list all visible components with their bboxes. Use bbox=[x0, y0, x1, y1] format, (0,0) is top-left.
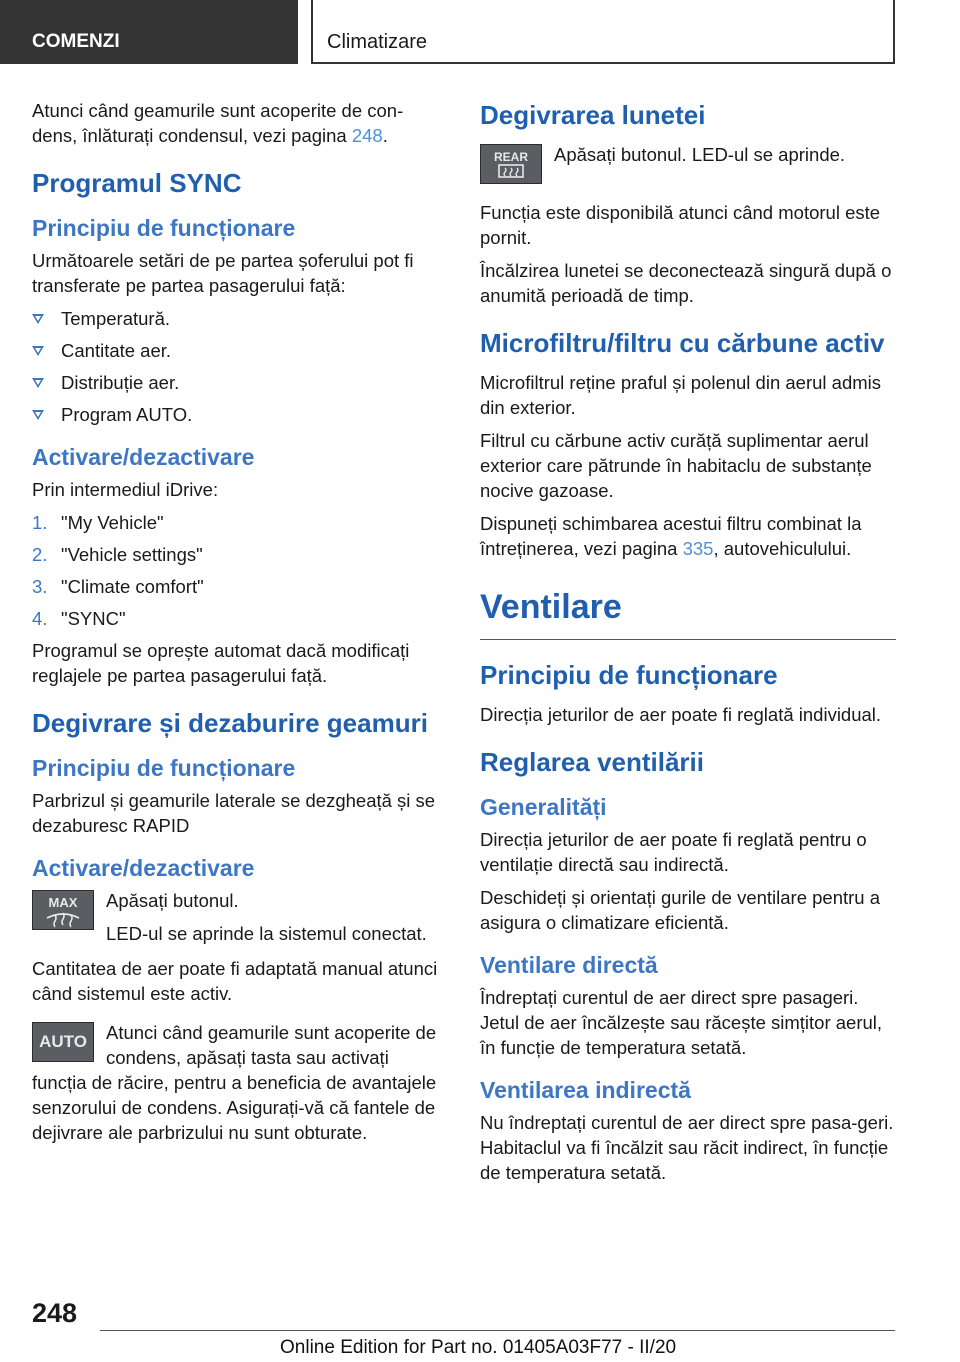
filter-text-3: Dispuneți schimbarea acestui filtru combinat la întreținerea, vezi pagina 335, autovehiculului. bbox=[480, 513, 862, 559]
general-text-1: Direcția jeturilor de aer poate fi reglată pentru o ventilație directă sau indirectă. bbox=[480, 829, 867, 875]
intro-text-end: . bbox=[382, 125, 388, 146]
adjust-heading: Reglarea ventilării bbox=[480, 747, 704, 777]
list-item: Cantitate aer. bbox=[32, 338, 448, 363]
general-heading: Generalități bbox=[480, 794, 607, 820]
svg-text:MAX: MAX bbox=[48, 895, 78, 910]
list-item: Program AUTO. bbox=[32, 402, 448, 427]
rear-text-1: Funcția este disponibilă atunci când motorul este pornit. bbox=[480, 202, 881, 248]
rear-defrost-row bbox=[480, 142, 896, 192]
direct-heading: Ventilare directă bbox=[480, 952, 658, 978]
intro-paragraph bbox=[32, 98, 448, 148]
defrost-principle-heading: Principiu de funcționare bbox=[32, 755, 296, 781]
filter-heading: Microfiltru/filtru cu cărbune activ bbox=[480, 328, 885, 358]
vent-principle-text: Direcția jeturilor de aer poate fi reglată individual. bbox=[480, 704, 882, 725]
defrost-heading: Degivrare și dezaburire geamuri bbox=[32, 708, 428, 738]
page-link-248[interactable]: 248 bbox=[351, 125, 383, 146]
edition-text: Online Edition for Part no. 01405A03F77 - II/20 bbox=[280, 1337, 677, 1358]
section-tab: COMENZI bbox=[0, 0, 298, 64]
footer-divider bbox=[100, 1330, 895, 1331]
direct-text: Îndreptați curentul de aer direct spre pasageri. Jetul de aer încălzește sau răcește simțitor aerul, în funcție de temperatura setată. bbox=[480, 987, 883, 1058]
auto-row bbox=[32, 1020, 448, 1145]
list-item: 1. "My Vehicle" bbox=[32, 512, 164, 533]
sync-stop-text: Programul se oprește automat dacă modificați reglajele pe partea pasagerului față. bbox=[32, 640, 410, 686]
auto-button-icon: AUTO bbox=[32, 1022, 94, 1062]
filter-text-2: Filtrul cu cărbune activ curăță suplimentar aerul exterior care pătrunde în habitaclu de substanțe nocive gazoase. bbox=[480, 430, 872, 501]
sync-activate-heading: Activare/dezactivare bbox=[32, 444, 255, 470]
triangle-bullet-icon bbox=[32, 346, 44, 356]
sync-principle-heading: Principiu de funcționare bbox=[32, 215, 296, 241]
list-item: 2. "Vehicle settings" bbox=[32, 544, 203, 565]
indirect-text: Nu îndreptați curentul de aer direct spre pasa‐geri. Habitaclul va fi încălzit sau răcit indirect, în funcție de temperatura setată. bbox=[480, 1112, 894, 1183]
page-header bbox=[0, 0, 960, 66]
max-defrost-row bbox=[32, 888, 448, 946]
chapter-title: Climatizare bbox=[311, 0, 895, 64]
rear-text-2: Încălzirea lunetei se deconectează singură după o anumită perioadă de timp. bbox=[480, 260, 892, 306]
sync-principle-text: Următoarele setări de pe partea șoferului pot fi transferate pe partea pasagerului față: bbox=[32, 250, 414, 296]
list-item: Distribuție aer. bbox=[32, 370, 448, 395]
max-defrost-button-icon bbox=[32, 890, 94, 930]
sync-bullet-list bbox=[32, 306, 448, 427]
auto-text: Atunci când geamurile sunt acoperite de condens, apăsați tasta sau activați funcția de răcire, pentru a beneficia de avantajele senzorului de condens. Asigurați-vă că fantele de dejivrare ale parbrizului nu sunt obturate. bbox=[32, 1022, 437, 1143]
ventilation-heading: Ventilare bbox=[480, 585, 896, 640]
filter-text-1: Microfiltrul reține praful și polenul din aerul admis din exterior. bbox=[480, 372, 882, 418]
list-item: Temperatură. bbox=[32, 306, 448, 331]
page-number: 248 bbox=[32, 1298, 78, 1328]
sync-heading: Programul SYNC bbox=[32, 168, 242, 198]
max-text-1: Apăsați butonul. bbox=[106, 890, 239, 911]
indirect-heading: Ventilarea indirectă bbox=[480, 1077, 691, 1103]
sync-activate-text: Prin intermediul iDrive: bbox=[32, 479, 219, 500]
triangle-bullet-icon bbox=[32, 314, 44, 324]
left-column bbox=[32, 98, 448, 1153]
svg-text:REAR: REAR bbox=[493, 150, 529, 164]
vent-principle-heading: Principiu de funcționare bbox=[480, 660, 778, 690]
air-text: Cantitatea de aer poate fi adaptată manual atunci când sistemul este activ. bbox=[32, 958, 438, 1004]
triangle-bullet-icon bbox=[32, 410, 44, 420]
rear-defrost-button-icon bbox=[480, 144, 542, 184]
intro-text: Atunci când geamurile sunt acoperite de con‐dens, înlăturați condensul, vezi pagina bbox=[32, 100, 404, 146]
rear-button-text: Apăsați butonul. LED-ul se aprinde. bbox=[554, 144, 846, 165]
page-link-335[interactable]: 335 bbox=[682, 538, 714, 559]
list-item: 3. "Climate comfort" bbox=[32, 576, 204, 597]
sync-steps-list bbox=[32, 510, 448, 631]
max-text-2: LED-ul se aprinde la sistemul conectat. bbox=[106, 923, 427, 944]
defrost-principle-text: Parbrizul și geamurile laterale se dezgheață și se dezaburesc RAPID bbox=[32, 790, 436, 836]
rear-defrost-heading: Degivrarea lunetei bbox=[480, 100, 706, 130]
list-item: 4. "SYNC" bbox=[32, 608, 126, 629]
general-text-2: Deschideți și orientați gurile de ventilare pentru a asigura o climatizare eficientă. bbox=[480, 887, 881, 933]
defrost-activate-heading: Activare/dezactivare bbox=[32, 855, 255, 881]
right-column bbox=[480, 98, 896, 1193]
triangle-bullet-icon bbox=[32, 378, 44, 388]
